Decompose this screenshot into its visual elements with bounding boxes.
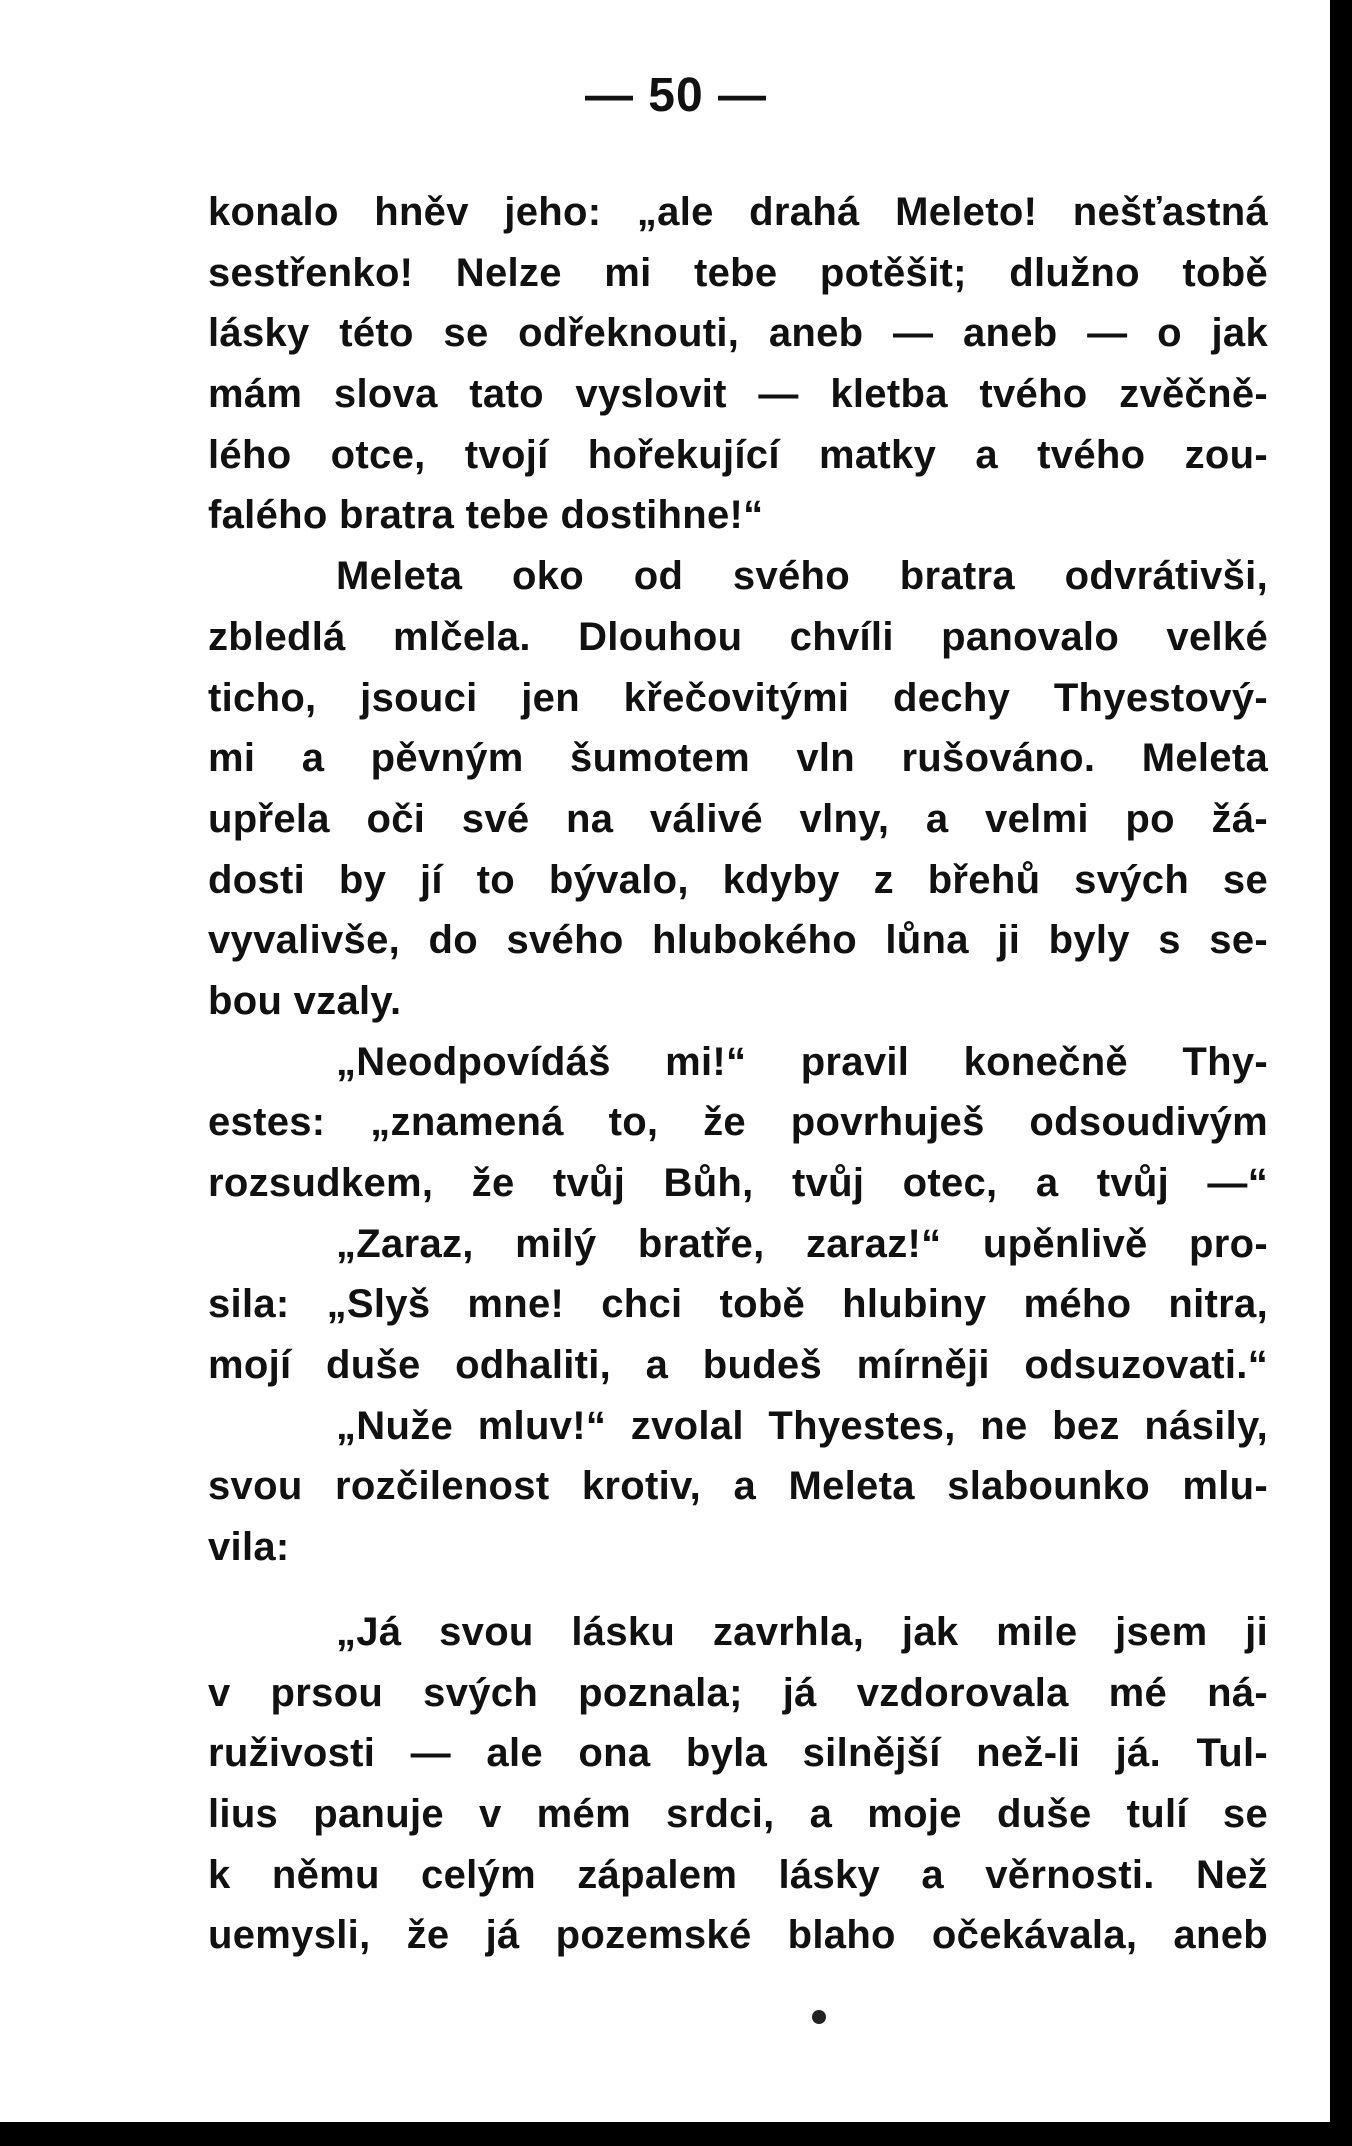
text-line: ruživosti — ale ona byla silnější než-li já. Tul- xyxy=(208,1731,1268,1776)
text-line: vyvalivše, do svého hlubokého lůna ji byly s se- xyxy=(208,918,1268,963)
text-line: vila: xyxy=(208,1525,290,1570)
paragraph-gap xyxy=(208,1578,1268,1602)
text-line: ticho, jsouci jen křečovitými dechy Thyestový- xyxy=(208,675,1268,720)
text-line: bou vzaly. xyxy=(208,978,402,1023)
text-line: Meleta oko od svého bratra odvrátivši, xyxy=(336,554,1268,599)
text-line: „Zaraz, milý bratře, zaraz!“ upěnlivě pro- xyxy=(336,1221,1268,1266)
text-line: dosti by jí to bývalo, kdyby z břehů svých se xyxy=(208,857,1268,902)
text-line: k němu celým zápalem lásky a věrnosti. Než xyxy=(208,1852,1268,1897)
text-line: falého bratra tebe dostihne!“ xyxy=(208,493,764,538)
text-line: v prsou svých poznala; já vzdorovala mé ná- xyxy=(208,1670,1268,1715)
text-line: konalo hněv jeho: „ale drahá Meleto! nešťastná xyxy=(208,190,1268,234)
page-number: — 50 — xyxy=(584,69,768,122)
text-line: sila: „Slyš mne! chci tobě hlubiny mého nitra, xyxy=(208,1282,1268,1327)
text-line: estes: „znamená to, že povrhuješ odsoudivým xyxy=(208,1100,1268,1145)
page-text xyxy=(208,182,1268,1966)
text-line: mám slova tato vyslovit — kletba tvého zvěčně- xyxy=(208,372,1268,417)
ink-speck xyxy=(812,2010,826,2024)
text-line: lius panuje v mém srdci, a moje duše tulí se xyxy=(208,1791,1268,1836)
text-line: rozsudkem, že tvůj Bůh, tvůj otec, a tvůj —“ xyxy=(208,1161,1268,1205)
text-line: sestřenko! Nelze mi tebe potěšit; dlužno tobě xyxy=(208,250,1268,295)
scan-edge-bottom xyxy=(0,2122,1352,2146)
text-line: lého otce, tvojí hořekující matky a tvého zou- xyxy=(208,432,1268,477)
text-line: mi a pěvným šumotem vln rušováno. Meleta xyxy=(208,736,1268,781)
text-line: uemysli, že já pozemské blaho očekávala, aneb xyxy=(208,1913,1268,1958)
text-line: „Já svou lásku zavrhla, jak mile jsem ji xyxy=(336,1609,1268,1654)
scan-edge-right xyxy=(1330,0,1352,2146)
text-line: zbledlá mlčela. Dlouhou chvíli panovalo velké xyxy=(208,614,1268,659)
text-line: lásky této se odřeknouti, aneb — aneb — o jak xyxy=(208,311,1268,356)
text-line: svou rozčilenost krotiv, a Meleta slabounko mlu- xyxy=(208,1464,1268,1509)
text-line: „Neodpovídáš mi!“ pravil konečně Thy- xyxy=(336,1039,1268,1084)
text-line: „Nuže mluv!“ zvolal Thyestes, ne bez násily, xyxy=(336,1403,1268,1448)
text-line: upřela oči své na válivé vlny, a velmi po žá- xyxy=(208,796,1268,841)
text-line: mojí duše odhaliti, a budeš mírněji odsuzovati.“ xyxy=(208,1343,1268,1388)
